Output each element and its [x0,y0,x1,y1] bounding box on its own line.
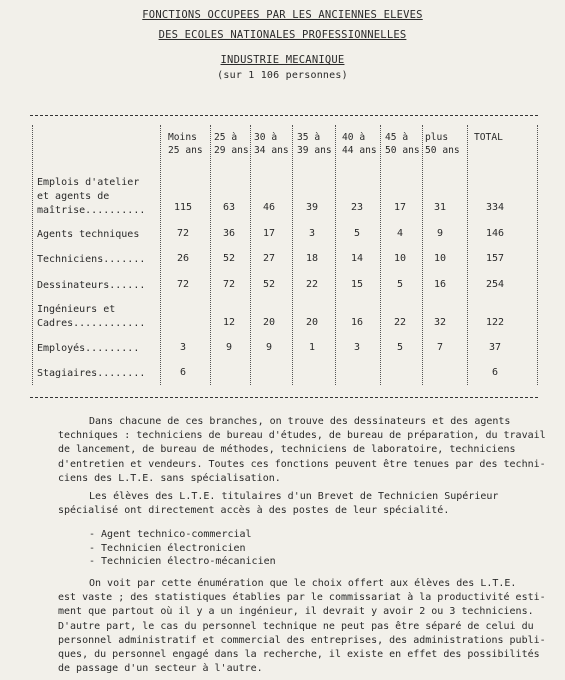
column-header-line: 50 ans [385,145,420,156]
paragraph-line: ciens des L.T.E. sans spécialisation. [58,472,281,484]
row-label-line: maîtrise.......... [37,205,146,216]
table-cell: 23 [350,202,364,213]
column-header-line: 44 ans [342,145,377,156]
table-cell: 72 [222,279,236,290]
column-header [168,131,203,157]
table-cell: 10 [433,253,447,264]
table-cell: 9 [265,342,273,353]
column-separator [160,125,161,385]
row-label-line: Ingénieurs et [37,304,116,315]
column-header-line: 35 à [297,132,321,143]
column-separator [537,125,538,385]
row-label-line: Employés......... [37,343,140,354]
table-cell: 5 [353,228,361,239]
table-cell: 63 [222,202,236,213]
column-header-line: 34 ans [254,145,289,156]
row-label-line: Stagiaires........ [37,368,146,379]
document-title-line1: FONCTIONS OCCUPEES PAR LES ANCIENNES ELEVES [142,9,423,21]
table-cell: 9 [225,342,233,353]
column-header [254,131,289,157]
table-cell: 6 [491,367,499,378]
table-cell: 3 [353,342,361,353]
table-cell: 5 [396,342,404,353]
paragraph-line: personnel administratif et commercial des entreprises, des administrations publi- [58,634,546,646]
table-cell: 18 [305,253,319,264]
row-label-line: Cadres............ [37,318,146,329]
table-cell: 3 [179,342,187,353]
paragraph-line: d'entretien et vendeurs. Toutes ces fonctions peuvent être tenues par des techni- [58,458,546,470]
column-header-line: 40 à [342,132,366,143]
paragraph-line: spécialisé ont directement accès à des postes de leur spécialité. [58,505,450,517]
row-label-line: Techniciens....... [37,254,146,265]
column-header [342,131,377,157]
row-label-line: Agents techniques [37,229,140,240]
row-label [37,253,145,267]
table-cell: 27 [262,253,276,264]
column-separator [210,125,211,385]
column-separator [292,125,293,385]
table-cell: 6 [179,367,187,378]
row-label-line: Dessinateurs...... [37,280,146,291]
column-separator [422,125,423,385]
bullet-item: - Technicien électro-mécanicien [89,556,276,567]
table-cell: 31 [433,202,447,213]
paragraph-line: techniques : techniciens de bureau d'études, de bureau de préparation, du travail [58,430,546,442]
column-header [474,131,503,144]
column-separator [250,125,251,385]
table-cell: 20 [262,317,276,328]
table-cell: 15 [350,279,364,290]
column-header [214,131,249,157]
table-cell: 4 [396,228,404,239]
table-cell: 9 [436,228,444,239]
row-label [37,176,145,218]
column-header-line: 25 ans [168,145,203,156]
row-label [37,279,145,293]
table-cell: 39 [305,202,319,213]
table-cell: 115 [173,202,193,213]
table-cell: 26 [176,253,190,264]
table-cell: 254 [485,279,505,290]
table-cell: 5 [396,279,404,290]
paragraph-line: ment que partout où il y a un ingénieur, il devrait y avoir 2 ou 3 techniciens. [58,606,534,618]
row-label [37,303,145,331]
column-header [425,131,460,157]
bullet-item: - Technicien électronicien [89,542,246,554]
column-header-line: 50 ans [425,145,460,156]
table-cell: 22 [393,317,407,328]
paragraph-line: Les élèves des L.T.E. titulaires d'un Brevet de Technicien Supérieur [89,491,499,502]
table-cell: 36 [222,228,236,239]
column-header-line: 39 ans [297,145,332,156]
table-cell: 334 [485,202,505,213]
table-cell: 14 [350,253,364,264]
column-header [385,131,420,157]
paragraph-line: D'autre part, le cas du personnel technique ne peut pas être séparé de celui du [58,620,534,632]
table-cell: 52 [262,279,276,290]
table-cell: 32 [433,317,447,328]
column-header [297,131,332,157]
table-cell: 7 [436,342,444,353]
table-cell: 146 [485,228,505,239]
paragraph-line: ques, du personnel engagé dans la recherche, il existe en effet des possibilités [58,649,540,660]
document-title-line2: DES ECOLES NATIONALES PROFESSIONNELLES [158,29,407,41]
row-label [37,342,139,356]
table-cell: 46 [262,202,276,213]
paragraph-line: Dans chacune de ces branches, on trouve des dessinateurs et des agents [89,416,511,427]
table-cell: 20 [305,317,319,328]
column-header-line: TOTAL [474,132,503,143]
column-header-line: 45 à [385,132,409,143]
table-cell: 52 [222,253,236,264]
row-label-line: et agents de [37,191,110,202]
table-cell: 16 [350,317,364,328]
table-cell: 3 [308,228,316,239]
table-cell: 37 [488,342,502,353]
table-cell: 157 [485,253,505,264]
paragraph-line: est vaste ; des statistiques établies par le commissariat à la productivité esti- [58,592,546,604]
table-cell: 17 [393,202,407,213]
column-header-line: 30 à [254,132,278,143]
table-cell: 122 [485,317,505,328]
table-cell: 72 [176,228,190,239]
column-separator [335,125,336,385]
paragraph-line: On voit par cette énumération que le choix offert aux élèves des L.T.E. [89,578,517,589]
table-cell: 22 [305,279,319,290]
column-separator [467,125,468,385]
table-bottom-rule [30,397,538,398]
column-header-line: 29 ans [214,145,249,156]
paragraph-line: de passage d'un secteur à l'autre. [58,663,263,675]
column-header-line: Moins [168,132,197,143]
column-separator [380,125,381,385]
paragraph-line: de lancement, de bureau de méthodes, techniciens de laboratoire, techniciens [58,444,516,456]
table-cell: 10 [393,253,407,264]
table-top-rule [30,115,538,116]
bullet-item: - Agent technico-commercial [89,529,252,540]
row-label [37,367,145,381]
table-cell: 12 [222,317,236,328]
column-separator [32,125,33,385]
row-label [37,228,139,242]
column-header-line: 25 à [214,132,238,143]
document-subtitle: INDUSTRIE MECANIQUE [220,54,345,66]
row-label-line: Emplois d'atelier [37,177,140,188]
table-cell: 1 [308,342,316,353]
table-cell: 16 [433,279,447,290]
table-cell: 17 [262,228,276,239]
population-note: (sur 1 106 personnes) [217,70,348,81]
column-header-line: plus [425,132,449,143]
table-cell: 72 [176,279,190,290]
